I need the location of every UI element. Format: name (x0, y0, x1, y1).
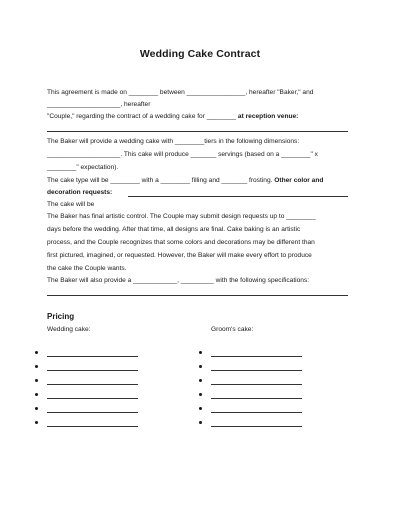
bullet-icon (35, 393, 38, 396)
other-color-label: Other color and (274, 177, 324, 184)
price-blank (211, 426, 302, 427)
artistic-line-3: process, and the Couple recognizes that some colors and decorations may be different than (47, 239, 315, 246)
agreement-line-3 (47, 114, 298, 121)
reception-venue-label: at reception venue: (237, 113, 299, 120)
bullet-icon (199, 351, 202, 354)
artistic-line-4: first pictured, imagined, or requested. However, the Baker will make every effort to produce (47, 252, 312, 259)
pricing-heading: Pricing (47, 312, 75, 321)
bullet-icon (35, 421, 38, 424)
artistic-line-5: the cake the Couple wants. (47, 265, 127, 272)
bullet-icon (199, 407, 202, 410)
bullet-icon (35, 365, 38, 368)
wedding-cake-label: Wedding cake: (47, 326, 91, 333)
cake-type-line (47, 178, 323, 185)
bullet-icon (35, 407, 38, 410)
agreement-line-3-text: "Couple," regarding the contract of a wedding cake for ________ (47, 113, 238, 120)
servings-line: ____________________. This cake will produce _______ servings (based on a ________" x (47, 151, 318, 158)
price-blank (47, 412, 138, 413)
bullet-icon (199, 379, 202, 382)
bullet-icon (199, 365, 202, 368)
decoration-requests-label: decoration requests: (47, 189, 113, 196)
decoration-requests-line (128, 196, 348, 197)
price-blank (47, 426, 138, 427)
bullet-icon (35, 351, 38, 354)
price-blank (47, 398, 138, 399)
price-blank (211, 398, 302, 399)
expectation-line: ________" expectation). (47, 164, 119, 171)
price-blank (47, 384, 138, 385)
bullet-icon (35, 379, 38, 382)
cake-will-be-line: The cake will be (47, 201, 95, 208)
bullet-icon (199, 393, 202, 396)
price-blank (47, 356, 138, 357)
tiers-line: The Baker will provide a wedding cake with ________tiers in the following dimensions: (47, 138, 300, 145)
price-blank (47, 370, 138, 371)
artistic-line-1: The Baker has final artistic control. The Couple may submit design requests up to ________ (47, 213, 316, 220)
price-blank (211, 384, 302, 385)
cake-type-text: The cake type will be ________ with a ________ filling and _______ frosting. (47, 177, 275, 184)
specifications-line (47, 295, 348, 296)
bullet-icon (199, 421, 202, 424)
also-provide-line: The Baker will also provide a ____________, _________ with the following specifications: (47, 277, 310, 284)
agreement-line-1: This agreement is made on ________ between ________________, hereafter "Baker," and (47, 89, 314, 96)
document-title: Wedding Cake Contract (139, 48, 261, 60)
separator-line (47, 131, 348, 132)
grooms-cake-label: Groom's cake: (211, 326, 254, 333)
price-blank (211, 356, 302, 357)
artistic-line-2: days before the wedding. After that time, all designs are final. Cake baking is an artistic (47, 226, 301, 233)
price-blank (211, 412, 302, 413)
price-blank (211, 370, 302, 371)
agreement-line-2: ____________________, hereafter (47, 101, 151, 108)
